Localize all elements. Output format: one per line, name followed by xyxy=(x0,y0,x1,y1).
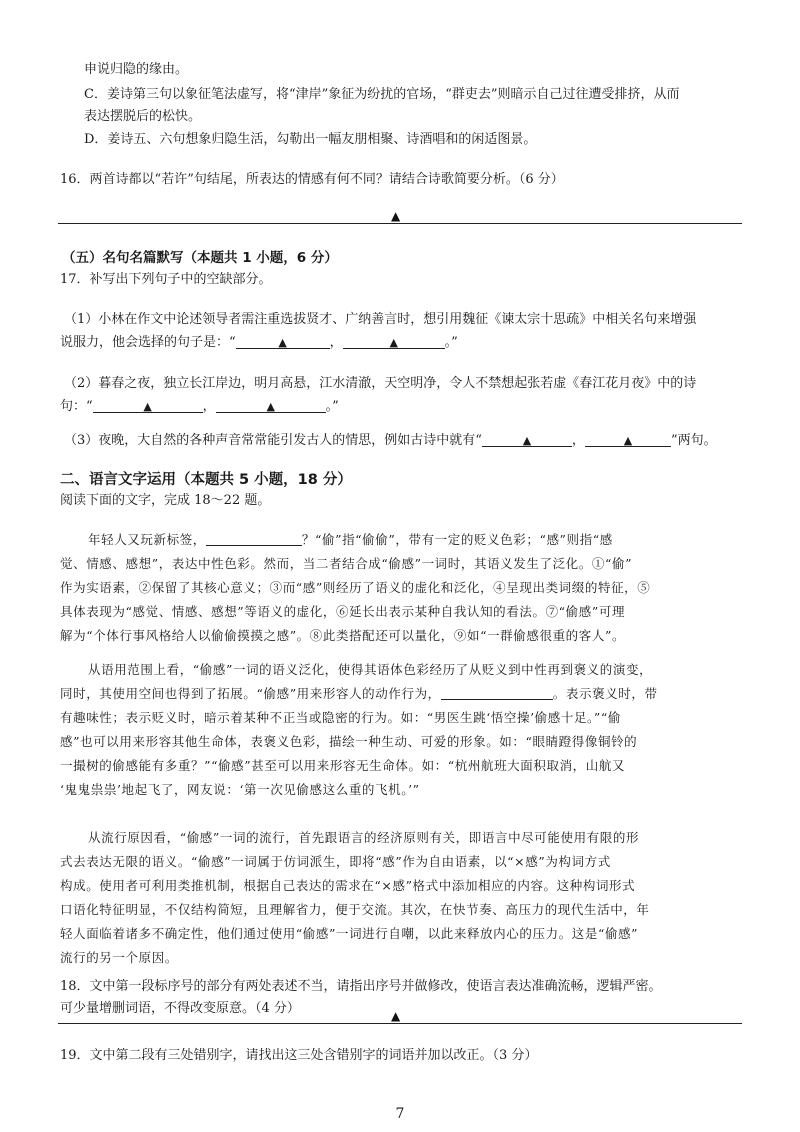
answer-marker: ▲ xyxy=(278,336,287,349)
passage-line: 从语用范围上看，“偷感”一词的语义泛化，使得其语体色彩经历了从贬义到中性再到褒义的演变， xyxy=(88,662,653,677)
passage-line: ‘鬼鬼祟祟’地起飞了，网友说：‘第一次见偷感这么重的飞机。’” xyxy=(60,782,420,797)
closing: ”两句。 xyxy=(670,433,717,448)
fill-blank[interactable] xyxy=(216,399,326,413)
passage-text: 。表示褒义时，带 xyxy=(552,686,658,701)
passage-line: 口语化特征明显，不仅结构简短，且理解省力，便于交流。其次，在快节奏、高压力的现代生活中，年 xyxy=(60,902,650,917)
answer-marker: ▲ xyxy=(522,434,532,447)
passage-line: 有趣味性；表示贬义时，暗示着某种不正当或隐密的行为。如：“男医生跳‘悟空操’偷感十足。”“偷 xyxy=(60,710,621,725)
passage-line: 解为“个体行事风格给人以偷偷摸摸之感”。⑧此类搭配还可以量化，⑨如“一群偷感很重的客人”。 xyxy=(60,628,626,643)
fill-blank[interactable] xyxy=(343,335,445,349)
item-1-line-1: （1）小林在作文中论述领导者需注重选拔贤才、广纳善言时，想引用魏征《谏太宗十思疏》中相关名句来增强 xyxy=(64,312,697,327)
separator: ， xyxy=(329,335,343,350)
item-3-prompt: （3）夜晚，大自然的各种声音常常能引发古人的情思，例如古诗中就有“ xyxy=(64,433,482,448)
fill-blank[interactable] xyxy=(482,433,572,447)
answer-marker: ▲ xyxy=(391,209,401,223)
question-18-continued: 可少量增删词语，不得改变原意。（4 分） xyxy=(60,1001,300,1016)
answer-line xyxy=(58,1023,742,1024)
passage-line xyxy=(60,682,658,706)
option-c: C．姜诗第三句以象征笔法虚写，将“津岸”象征为纷扰的官场，“群吏去”则暗示自己过往遭受排挤，从而 xyxy=(84,87,680,102)
text-line: 申说归隐的缘由。 xyxy=(84,62,189,77)
question-18: 18．文中第一段标序号的部分有两处表述不当，请指出序号并做修改，使语言表达准确流畅，逻辑严密。 xyxy=(60,979,662,994)
question-17: 17．补写出下列句子中的空缺部分。 xyxy=(60,272,272,287)
page-number: 7 xyxy=(395,1106,405,1122)
reading-instruction: 阅读下面的文字，完成 18～22 题。 xyxy=(60,493,271,508)
passage-text: ？“偷”指“偷偷”，带有一定的贬义色彩；“感”则指“感 xyxy=(301,532,613,547)
answer-marker: ▲ xyxy=(266,400,275,413)
section-heading: 二、语言文字运用（本题共 5 小题，18 分） xyxy=(60,472,352,488)
separator: ， xyxy=(571,433,585,448)
passage-line: 式去表达无限的语义。“偷感”一词属于仿词派生，即将“感”作为自由语素，以“×感”为构词方式 xyxy=(60,854,611,869)
answer-marker: ▲ xyxy=(391,1009,401,1023)
passage-line: 构成。使用者可利用类推机制，根据自己表达的需求在“×感”格式中添加相应的内容。这种构词形式 xyxy=(60,878,636,893)
item-1-prompt: 说服力，他会选择的句子是：“ xyxy=(60,335,236,350)
passage-line xyxy=(88,528,613,552)
section-heading: （五）名句名篇默写（本题共 1 小题，6 分） xyxy=(62,250,338,266)
passage-line: 觉、情感、感想”，表达中性色彩。然而，当二者结合成“偷感”一词时，其语义发生了泛化。①“偷” xyxy=(60,556,633,571)
separator: ， xyxy=(202,399,216,414)
passage-text: 年轻人又玩新标签， xyxy=(88,532,206,547)
answer-marker: ▲ xyxy=(623,434,633,447)
passage-line: 流行的另一个原因。 xyxy=(60,950,178,965)
fill-blank[interactable] xyxy=(585,433,671,447)
item-2-line-2 xyxy=(60,397,339,417)
passage-line: 具体表现为“感觉、情感、感想”等语义的虚化，⑥延长出表示某种自我认知的看法。⑦“偷感”可理 xyxy=(60,604,626,619)
option-d: D．姜诗五、六句想象归隐生活，勾勒出一幅友朋相聚、诗酒唱和的闲适图景。 xyxy=(84,132,537,147)
item-3 xyxy=(64,431,717,451)
answer-marker: ▲ xyxy=(143,400,152,413)
fill-blank[interactable] xyxy=(236,335,330,349)
closing: 。” xyxy=(325,399,339,414)
passage-line: 一撮树的偷感能有多重？”“偷感”甚至可以用来形容无生命体。如：“杭州航班大面积取消，山航又 xyxy=(60,758,626,773)
answer-line xyxy=(58,223,742,224)
passage-line: 感”也可以用来形容其他生命体，表褒义色彩，描绘一种生动、可爱的形象。如：“眼睛蹬得像铜铃的 xyxy=(60,734,638,749)
passage-line: 从流行原因看，“偷感”一词的流行，首先跟语言的经济原则有关，即语言中尽可能使用有限的形 xyxy=(88,830,640,845)
passage-line: 作为实语素，②保留了其核心意义；③而“感”则经历了语义的虚化和泛化，④呈现出类词缀的特征，⑤ xyxy=(60,580,651,595)
passage-line: 轻人面临着诸多不确定性，他们通过使用“偷感”一词进行自嘲，以此来释放内心的压力。这是“偷感” xyxy=(60,926,639,941)
item-1-line-2 xyxy=(60,333,458,353)
question-16: 16．两首诗都以“若许”句结尾，所表达的情感有何不同？请结合诗歌简要分析。（6 分） xyxy=(60,172,564,187)
passage-text: 同时，其使用空间也得到了拓展。“偷感”用来形容人的动作行为， xyxy=(60,686,441,701)
item-2-prompt: 句：“ xyxy=(60,399,93,414)
closing: 。” xyxy=(444,335,458,350)
answer-marker: ▲ xyxy=(389,336,398,349)
fill-blank[interactable] xyxy=(93,399,203,413)
item-2-line-1: （2）暮春之夜，独立长江岸边，明月高悬，江水清澈，天空明净，令人不禁想起张若虚《春江花月夜》中的诗 xyxy=(64,376,697,391)
option-c-continued: 表达摆脱后的松快。 xyxy=(84,109,202,124)
fill-blank[interactable] xyxy=(441,686,553,700)
question-19: 19．文中第二段有三处错别字，请找出这三处含错别字的词语并加以改正。（3 分） xyxy=(60,1048,538,1063)
fill-blank[interactable] xyxy=(206,532,302,546)
